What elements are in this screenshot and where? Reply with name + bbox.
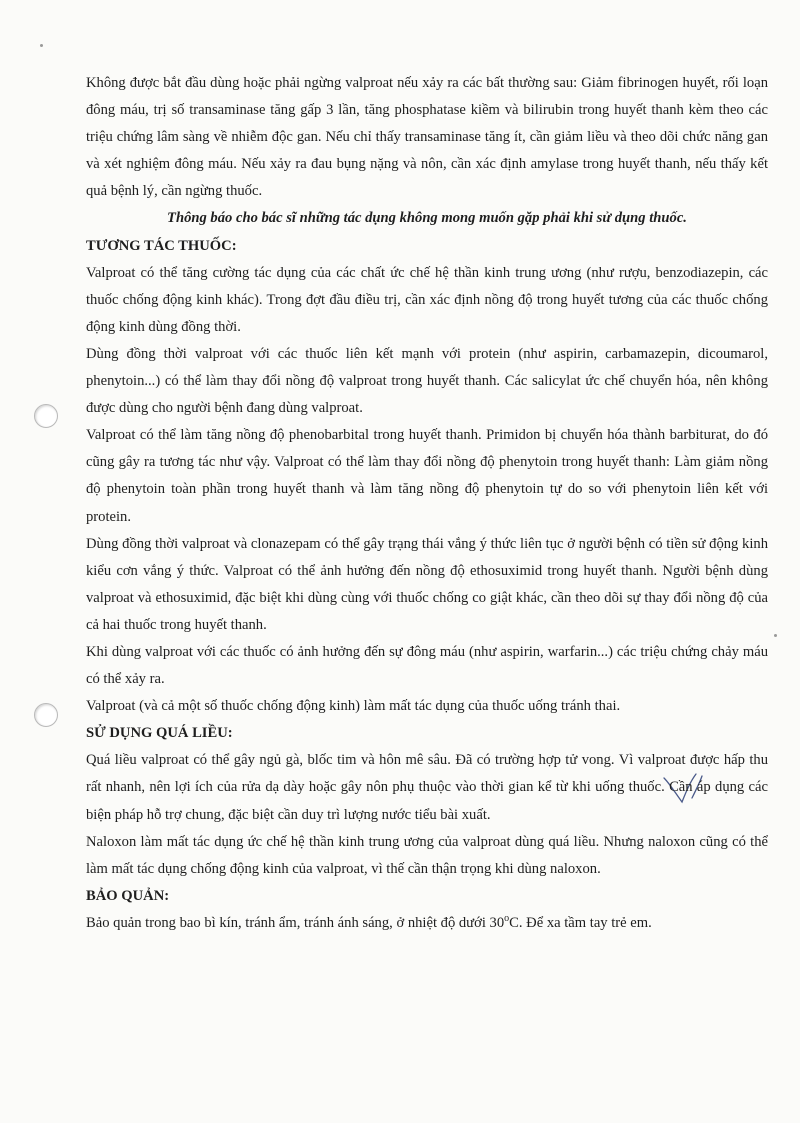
heading-storage: BẢO QUẢN: — [86, 887, 170, 904]
paragraph-interaction-clonazepam: Dùng đồng thời valproat và clonazepam có thể gây trạng thái vắng ý thức liên tục ở người bệnh có tiền sử động kinh kiểu cơn vắng ý thức. Valproat có thể ảnh hưởng đến nồng độ ethosuximid trong huyết thanh. Người bệnh dùng valproat và ethosuximid, đặc biệt khi dùng cùng với thuốc chống co giật khác, cần theo dõi sự thay đổi nồng độ của cả hai thuốc trong huyết thanh. — [86, 535, 768, 633]
scan-speck — [774, 634, 777, 637]
heading-overdose: SỬ DỤNG QUÁ LIỀU: — [86, 725, 233, 742]
adverse-effects-notice: Thông báo cho bác sĩ những tác dụng không mong muốn gặp phải khi sử dụng thuốc. — [167, 210, 687, 227]
paragraph-interaction-bleeding: Khi dùng valproat với các thuốc có ảnh hưởng đến sự đông máu (như aspirin, warfarin...) các triệu chứng chảy máu có thể xảy ra. — [86, 643, 768, 688]
document-body — [86, 70, 768, 937]
punch-hole-bottom — [34, 703, 58, 727]
paragraph-interaction-cns: Valproat có thể tăng cường tác dụng của các chất ức chế hệ thần kinh trung ương (như rượu, benzodiazepin, các thuốc chống động kinh khác). Trong đợt đầu điều trị, cần xác định nồng độ trong huyết tương của các thuốc chống động kinh dùng đồng thời. — [86, 264, 768, 335]
paragraph-storage — [86, 910, 768, 937]
paragraph-interaction-phenobarbital: Valproat có thể làm tăng nồng độ phenobarbital trong huyết thanh. Primidon bị chuyển hóa thành barbiturat, do đó cũng gây ra tương tác như vậy. Valproat có thể làm thay đổi nồng độ phenytoin trong huyết thanh: Làm giảm nồng độ phenytoin toàn phần trong huyết thanh và làm tăng nồng độ phenytoin tự do so với phenytoin liên kết với protein. — [86, 427, 768, 525]
paragraph-overdose-naloxon: Naloxon làm mất tác dụng ức chế hệ thần kinh trung ương của valproat dùng quá liều. Nhưng naloxon cũng có thể làm mất tác dụng chống động kinh của valproat, vì thế cần thận trọng khi dùng naloxon. — [86, 833, 768, 877]
heading-drug-interactions: TƯƠNG TÁC THUỐC: — [86, 237, 237, 254]
scan-speck — [40, 44, 43, 47]
storage-text-start: Bảo quản trong bao bì kín, tránh ẩm, tránh ánh sáng, ở nhiệt độ dưới 30 — [86, 914, 505, 931]
paragraph-discontinue-criteria: Không được bắt đầu dùng hoặc phải ngừng valproat nếu xảy ra các bất thường sau: Giảm fibrinogen huyết, rối loạn đông máu, trị số transaminase tăng gấp 3 lần, tăng phosphatase kiềm và bilirubin trong huyết thanh kèm theo các triệu chứng lâm sàng về nhiễm độc gan. Nếu chỉ thấy transaminase tăng ít, cần giảm liều và theo dõi chức năng gan và xét nghiệm đông máu. Nếu xảy ra đau bụng nặng và nôn, cần xác định amylase trong huyết thanh, nếu thấy kết quả bệnh lý, cần ngừng thuốc. — [86, 75, 768, 200]
paragraph-interaction-contraceptive: Valproat (và cả một số thuốc chống động kinh) làm mất tác dụng của thuốc uống tránh thai. — [86, 698, 621, 715]
storage-text-end: C. Để xa tầm tay trẻ em. — [509, 914, 652, 931]
paragraph-overdose-symptoms: Quá liều valproat có thể gây ngủ gà, blốc tim và hôn mê sâu. Đã có trường hợp tử vong. Vì valproat được hấp thu rất nhanh, nên lợi ích của rửa dạ dày hoặc gây nôn phụ thuộc vào thời gian kể từ khi uống thuốc. Cần áp dụng các biện pháp hỗ trợ chung, đặc biệt cần duy trì lượng nước tiểu bài xuất. — [86, 752, 768, 823]
degree-superscript: o — [504, 913, 510, 925]
punch-hole-top — [34, 404, 58, 428]
paragraph-interaction-protein: Dùng đồng thời valproat với các thuốc liên kết mạnh với protein (như aspirin, carbamazepin, dicoumarol, phenytoin...) có thể làm thay đổi nồng độ valproat trong huyết thanh. Các salicylat ức chế chuyển hóa, nên không được dùng cho người bệnh đang dùng valproat. — [86, 345, 768, 417]
